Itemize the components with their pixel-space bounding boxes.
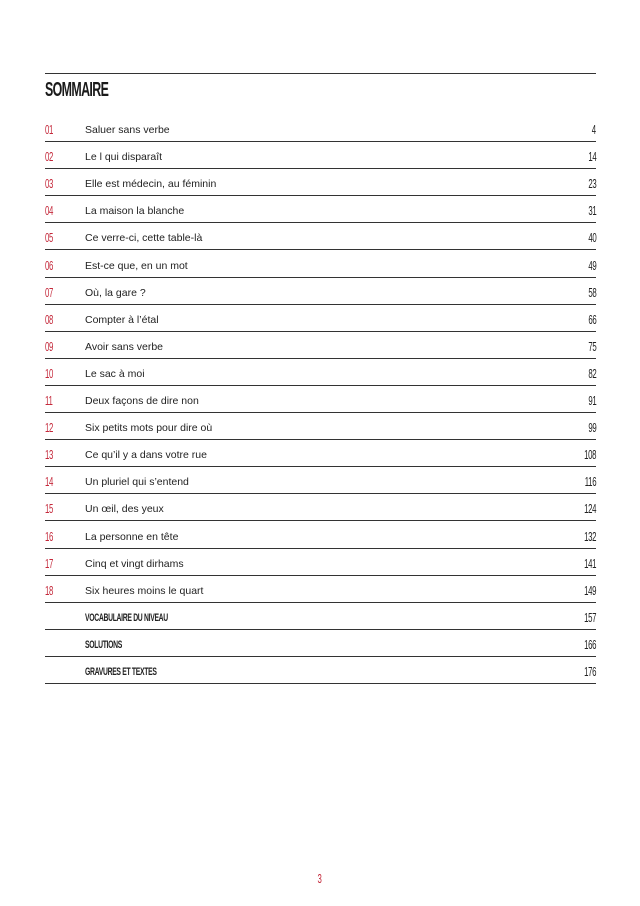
chapter-title: Saluer sans verbe	[85, 124, 170, 137]
page-reference: 66	[587, 311, 596, 327]
chapter-number: 04	[45, 203, 54, 219]
toc-row[interactable]	[45, 521, 596, 548]
chapter-title: Ce qu’il y a dans votre rue	[85, 449, 207, 462]
chapter-title: Le sac à moi	[85, 367, 145, 380]
chapter-number: 18	[45, 582, 54, 598]
chapter-title: Six petits mots pour dire où	[85, 422, 213, 435]
table-of-contents	[45, 115, 596, 684]
page-reference: 99	[587, 420, 596, 436]
chapter-number: 08	[45, 311, 54, 327]
page-reference: 132	[583, 528, 596, 544]
toc-row[interactable]	[45, 142, 596, 169]
page-reference: 91	[587, 393, 596, 409]
toc-row[interactable]	[45, 196, 596, 223]
toc-row[interactable]	[45, 576, 596, 603]
page-reference: 58	[587, 284, 596, 300]
toc-row[interactable]	[45, 250, 596, 277]
page-reference: 141	[583, 555, 596, 571]
chapter-title: La personne en tête	[85, 530, 179, 543]
chapter-title: La maison la blanche	[85, 205, 185, 218]
page-reference: 166	[583, 636, 596, 652]
page-reference: 82	[587, 365, 596, 381]
toc-row[interactable]	[45, 494, 596, 521]
chapter-number: 17	[45, 555, 54, 571]
chapter-title: Deux façons de dire non	[85, 395, 199, 408]
chapter-number: 13	[45, 447, 54, 463]
toc-row[interactable]	[45, 549, 596, 576]
toc-row[interactable]	[45, 305, 596, 332]
chapter-number: 14	[45, 474, 54, 490]
chapter-number: 07	[45, 284, 54, 300]
chapter-title: VOCABULAIRE DU NIVEAU	[85, 611, 168, 624]
chapter-number: 11	[45, 393, 53, 409]
toc-row[interactable]	[45, 359, 596, 386]
toc-row[interactable]	[45, 386, 596, 413]
chapter-title: Avoir sans verbe	[85, 340, 164, 353]
toc-row[interactable]	[45, 467, 596, 494]
chapter-title: Cinq et vingt dirhams	[85, 557, 184, 570]
toc-row[interactable]	[45, 115, 596, 142]
chapter-title: Elle est médecin, au féminin	[85, 178, 217, 191]
chapter-title: Compter à l’étal	[85, 313, 159, 326]
toc-page	[45, 73, 596, 684]
chapter-number: 15	[45, 501, 54, 517]
page-reference: 40	[587, 230, 596, 246]
toc-row[interactable]	[45, 223, 596, 250]
toc-row[interactable]	[45, 603, 596, 630]
top-rule	[45, 73, 596, 74]
chapter-title: Le l qui disparaît	[85, 151, 163, 164]
chapter-number: 02	[45, 149, 54, 165]
chapter-title: Où, la gare ?	[85, 286, 146, 299]
chapter-number: 06	[45, 257, 54, 273]
page-reference: 157	[583, 609, 596, 625]
chapter-title: Un pluriel qui s’entend	[85, 476, 189, 489]
chapter-number: 12	[45, 420, 54, 436]
footer-page-number	[0, 871, 640, 886]
chapter-title: Est-ce que, en un mot	[85, 259, 188, 272]
toc-row[interactable]	[45, 278, 596, 305]
chapter-number: 09	[45, 338, 54, 354]
chapter-number: 01	[45, 122, 54, 138]
page-title: SOMMAIRE	[45, 79, 109, 101]
chapter-title: Un œil, des yeux	[85, 503, 164, 516]
page-reference: 124	[583, 501, 596, 517]
toc-row[interactable]	[45, 440, 596, 467]
chapter-number: 16	[45, 528, 54, 544]
page-reference: 49	[587, 257, 596, 273]
toc-row[interactable]	[45, 630, 596, 657]
chapter-title: Ce verre-ci, cette table-là	[85, 232, 203, 245]
chapter-title: Six heures moins le quart	[85, 584, 204, 597]
page-reference: 31	[587, 203, 596, 219]
page-reference: 149	[583, 582, 596, 598]
chapter-title: GRAVURES ET TEXTES	[85, 665, 157, 678]
chapter-number: 05	[45, 230, 54, 246]
toc-row[interactable]	[45, 332, 596, 359]
chapter-number: 10	[45, 365, 54, 381]
page-reference: 176	[583, 663, 596, 679]
page-reference: 14	[587, 149, 596, 165]
toc-row[interactable]	[45, 413, 596, 440]
toc-row[interactable]	[45, 169, 596, 196]
chapter-number: 03	[45, 176, 54, 192]
page-reference: 75	[587, 338, 596, 354]
page-reference: 23	[587, 176, 596, 192]
page-reference: 116	[584, 474, 596, 490]
page-reference: 108	[583, 447, 596, 463]
chapter-title: SOLUTIONS	[85, 638, 122, 651]
page-reference: 4	[591, 122, 596, 138]
toc-row[interactable]	[45, 657, 596, 684]
page-number: 3	[317, 871, 323, 886]
